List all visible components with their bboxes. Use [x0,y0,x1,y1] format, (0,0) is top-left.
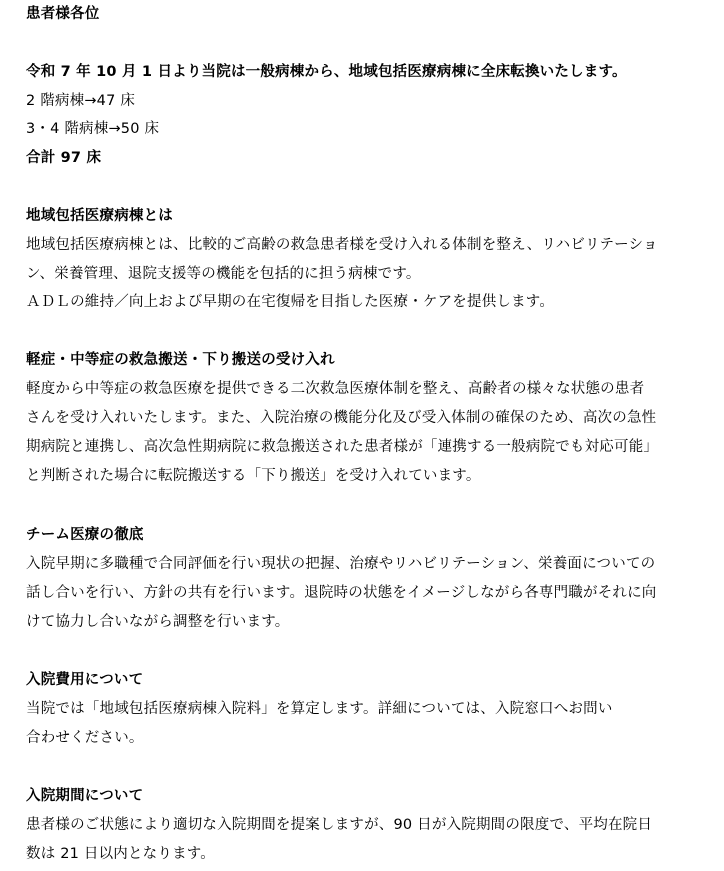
section-body-line: 入院早期に多職種で合同評価を行い現状の把握、治療やリハビリテーション、栄養面についての [26,556,656,572]
section-body-line: 期病院と連携し、高次急性期病院に救急搬送された患者様が「連携する一般病院でも対応可能」 [26,439,659,455]
section-body-line: 当院では「地域包括医療病棟入院料」を算定します。詳細については、入院窓口へお問い [26,701,613,717]
section-body-line: 数は 21 日以内となります。 [26,846,216,862]
section-heading: 入院費用について [26,672,144,688]
section-heading: 入院期間について [26,788,144,804]
section-body-line: さんを受け入れいたします。また、入院治療の機能分化及び受入体制の確保のため、高次の急性 [26,410,657,426]
section-body-line: ＡＤＬの維持／向上および早期の在宅復帰を目指した医療・ケアを提供します。 [26,294,555,310]
section-heading: 軽症・中等症の救急搬送・下り搬送の受け入れ [26,352,335,368]
section-body-line: 話し合いを行い、方針の共有を行います。退院時の状態をイメージしながら各専門職がそれに向 [26,585,657,601]
section-body-line: と判断された場合に転院搬送する「下り搬送」を受け入れています。 [26,468,481,484]
section-body-line: けて協力し合いながら調整を行います。 [26,614,290,630]
total-beds: 合計 97 床 [26,150,102,166]
section-heading: チーム医療の徹底 [26,527,144,543]
section-body-line: 軽度から中等症の救急医療を提供できる二次救急医療体制を整え、高齢者の様々な状態の患者 [26,381,645,397]
announcement-headline: 令和 7 年 10 月 1 日より当院は一般病棟から、地域包括医療病棟に全床転換いたします。 [26,64,627,80]
section-body-line: 合わせください。 [26,730,144,746]
ward-34f-beds: 3・4 階病棟→50 床 [26,121,160,137]
ward-2f-beds: 2 階病棟→47 床 [26,93,136,109]
section-body-line: ン、栄養管理、退院支援等の機能を包括的に担う病棟です。 [26,266,421,282]
greeting: 患者様各位 [26,6,100,22]
section-heading: 地域包括医療病棟とは [26,208,173,224]
section-body-line: 患者様のご状態により適切な入院期間を提案しますが、90 日が入院期間の限度で、平均在院日 [26,817,653,833]
section-body-line: 地域包括医療病棟とは、比較的ご高齢の救急患者様を受け入れる体制を整え、リハビリテーショ [26,237,658,253]
